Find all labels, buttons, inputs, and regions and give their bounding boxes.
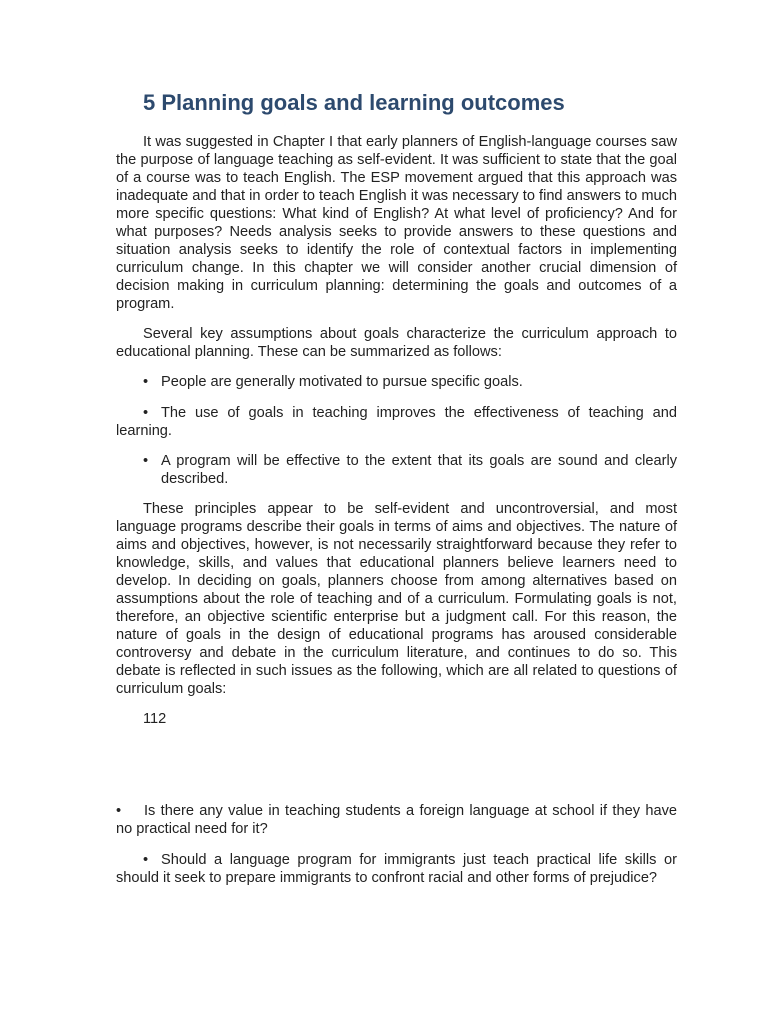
paragraph-principles: These principles appear to be self-evident and uncontroversial, and most language programs describe their goals in terms of aims and objectives. The nature of aims and objectives, however, is not necessarily straightforward because they refer to knowledge, skills, and values that educational planners believe learners need to develop. In deciding on goals, planners choose from among alternatives based on assumptions about the role of teaching and of a curriculum. Formulating goals is not, therefore, an objective scientific enterprise but a judgment call. For this reason, the nature of goals in the design of educational programs has aroused considerable controversy and debate in the curriculum literature, and continues to do so. This debate is reflected in such issues as the following, which are all related to questions of curriculum goals: [116, 501, 677, 697]
bullet-icon: • [143, 374, 149, 390]
question-text: Should a language program for immigrants just teach practical life skills or should it seek to prepare immigrants to confront racial and other forms of prejudice? [116, 852, 677, 886]
bullet-icon: • [143, 852, 149, 868]
bullet-icon: • [143, 453, 149, 469]
question-text: Is there any value in teaching students a foreign language at school if they have no practical need for it? [116, 803, 677, 837]
bullet-icon: • [116, 803, 122, 819]
assumption-text: The use of goals in teaching improves the effectiveness of teaching and learning. [116, 405, 677, 439]
bullet-icon: • [143, 405, 149, 421]
assumption-text: A program will be effective to the extent that its goals are sound and clearly described. [161, 453, 677, 487]
page-number: 112 [143, 711, 167, 727]
question-item [116, 851, 677, 887]
assumption-item [143, 452, 677, 488]
chapter-title: 5 Planning goals and learning outcomes [143, 90, 565, 115]
question-item [116, 802, 677, 838]
assumption-item [116, 404, 677, 440]
paragraph-assumptions-lead: Several key assumptions about goals characterize the curriculum approach to educational planning. These can be summarized as follows: [116, 326, 677, 360]
paragraph-intro: It was suggested in Chapter I that early planners of English-language courses saw the purpose of language teaching as self-evident. It was sufficient to state that the goal of a course was to teach English. The ESP movement argued that this approach was inadequate and that in order to teach English it was necessary to find answers to much more specific questions: What kind of English? At what level of proficiency? And for what purposes? Needs analysis seeks to provide answers to these questions and situation analysis seeks to identify the role of contextual factors in implementing curriculum change. In this chapter we will consider another crucial dimension of decision making in curriculum planning: determining the goals and outcomes of a program. [116, 134, 677, 312]
assumption-text: People are generally motivated to pursue specific goals. [161, 374, 523, 390]
assumption-item [116, 373, 677, 391]
